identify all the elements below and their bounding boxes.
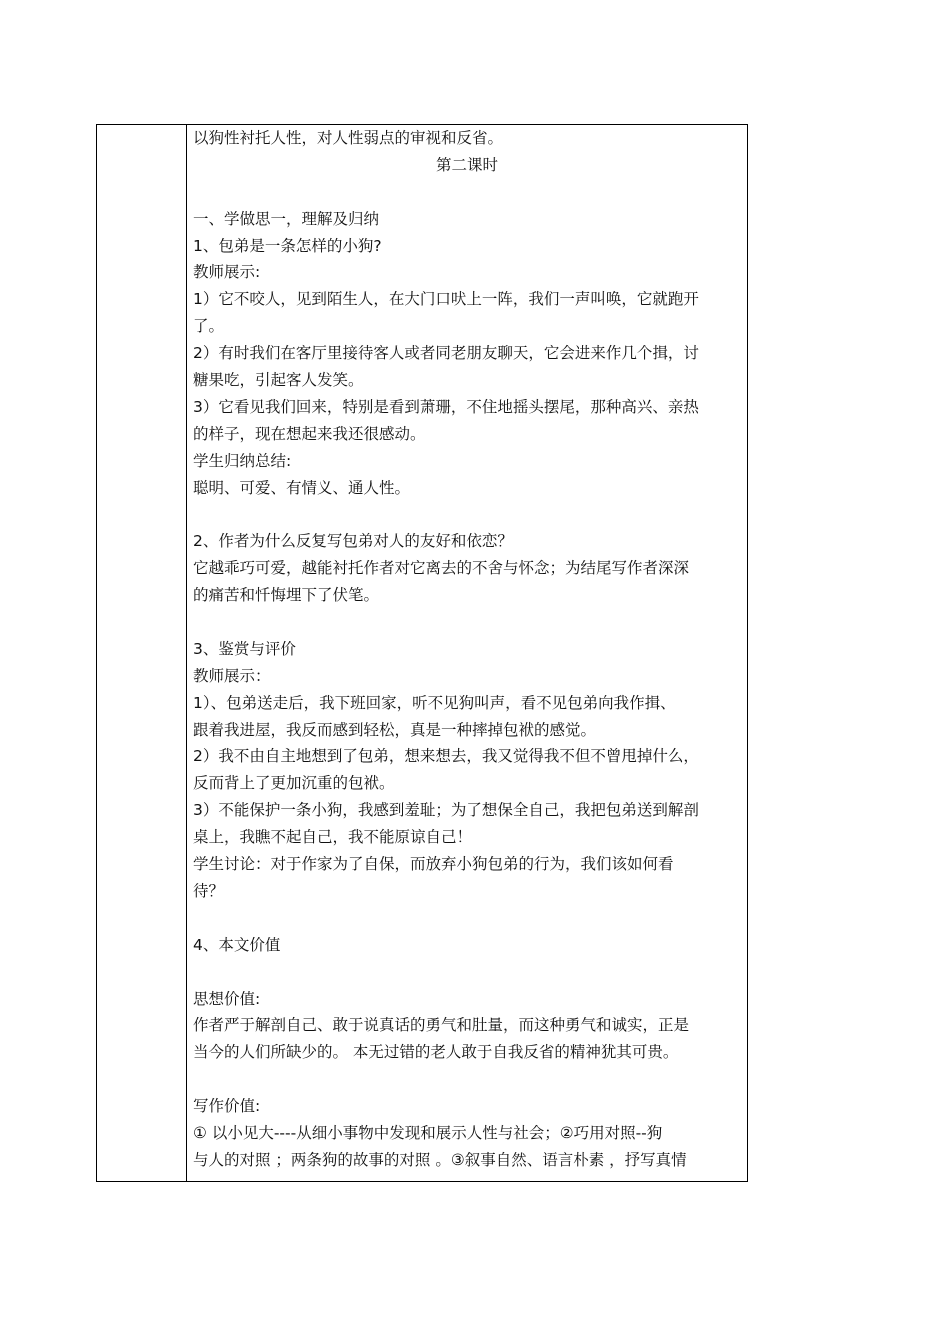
text-line: 学生归纳总结:	[193, 451, 292, 470]
text-line: 待？	[193, 881, 225, 900]
text-line: 作者严于解剖自己、敢于说真话的勇气和肚量，而这种勇气和诚实，正是	[193, 1016, 690, 1035]
text-line: 的样子，现在想起来我还很感动。	[193, 424, 426, 443]
blank-line	[193, 1066, 741, 1093]
blank-line	[193, 501, 741, 528]
text-line: 桌上，我瞧不起自己，我不能原谅自己！	[193, 828, 473, 847]
text-line: 了。	[193, 317, 225, 336]
text-line: 当今的人们所缺少的。 本无过错的老人敢于自我反省的精神犹其可贵。	[193, 1043, 679, 1062]
text-line: 跟着我进屋，我反而感到轻松，真是一种摔掉包袱的感觉。	[193, 720, 597, 739]
text-line: 它越乖巧可爱，越能衬托作者对它离去的不舍与怀念；为结尾写作者深深	[193, 559, 690, 578]
question: 4、本文价值	[193, 935, 281, 954]
text-line: 教师展示:	[193, 263, 261, 282]
text-line: 学生讨论：对于作家为了自保，而放弃小狗包弟的行为，我们该如何看	[193, 855, 674, 874]
text-line: ① 以小见大----从细小事物中发现和展示人性与社会；②巧用对照--狗	[193, 1123, 663, 1142]
text-line: 以狗性衬托人性，对人性弱点的审视和反省。	[193, 129, 504, 147]
column-divider	[186, 125, 187, 1181]
question: 2、作者为什么反复写包弟对人的友好和依恋？	[193, 532, 513, 551]
text-line: 糖果吃，引起客人发笑。	[193, 371, 364, 390]
subheading: 思想价值:	[193, 989, 261, 1008]
text-line: 的痛苦和忏悔埋下了伏笔。	[193, 586, 380, 605]
subheading: 写作价值:	[193, 1097, 261, 1116]
text-line: 2）有时我们在客厅里接待客人或者同老朋友聊天，它会进来作几个揖，讨	[193, 344, 699, 363]
blank-line	[193, 959, 741, 986]
question: 3、鉴赏与评价	[193, 639, 296, 658]
text-line: 教师展示：	[193, 666, 271, 685]
lesson-content	[193, 125, 741, 1174]
heading: 一、学做思一，理解及归纳	[193, 209, 380, 228]
lesson-table	[96, 124, 748, 1182]
blank-line	[193, 905, 741, 932]
text-line: 与人的对照 ；两条狗的故事的对照 。③叙事自然、语言朴素 ，抒写真情	[193, 1150, 687, 1169]
text-line: 反而背上了更加沉重的包袱。	[193, 774, 395, 793]
question: 1、包弟是一条怎样的小狗?	[193, 236, 382, 255]
text-line: 2）我不由自主地想到了包弟，想来想去，我又觉得我不但不曾甩掉什么，	[193, 747, 699, 766]
text-line: 3）不能保护一条小狗，我感到羞耻；为了想保全自己，我把包弟送到解剖	[193, 801, 699, 820]
text-line: 1）它不咬人，见到陌生人，在大门口吠上一阵，我们一声叫唤，它就跑开	[193, 290, 699, 309]
section-title: 第二课时	[435, 155, 498, 174]
blank-line	[193, 179, 741, 206]
text-line: 聪明、可爱、有情义、通人性。	[193, 478, 411, 497]
text-line: 1）、包弟送走后，我下班回家，听不见狗叫声，看不见包弟向我作揖、	[193, 693, 676, 712]
text-line: 3）它看见我们回来，特别是看到萧珊，不住地摇头摆尾，那种高兴、亲热	[193, 397, 699, 416]
blank-line	[193, 609, 741, 636]
